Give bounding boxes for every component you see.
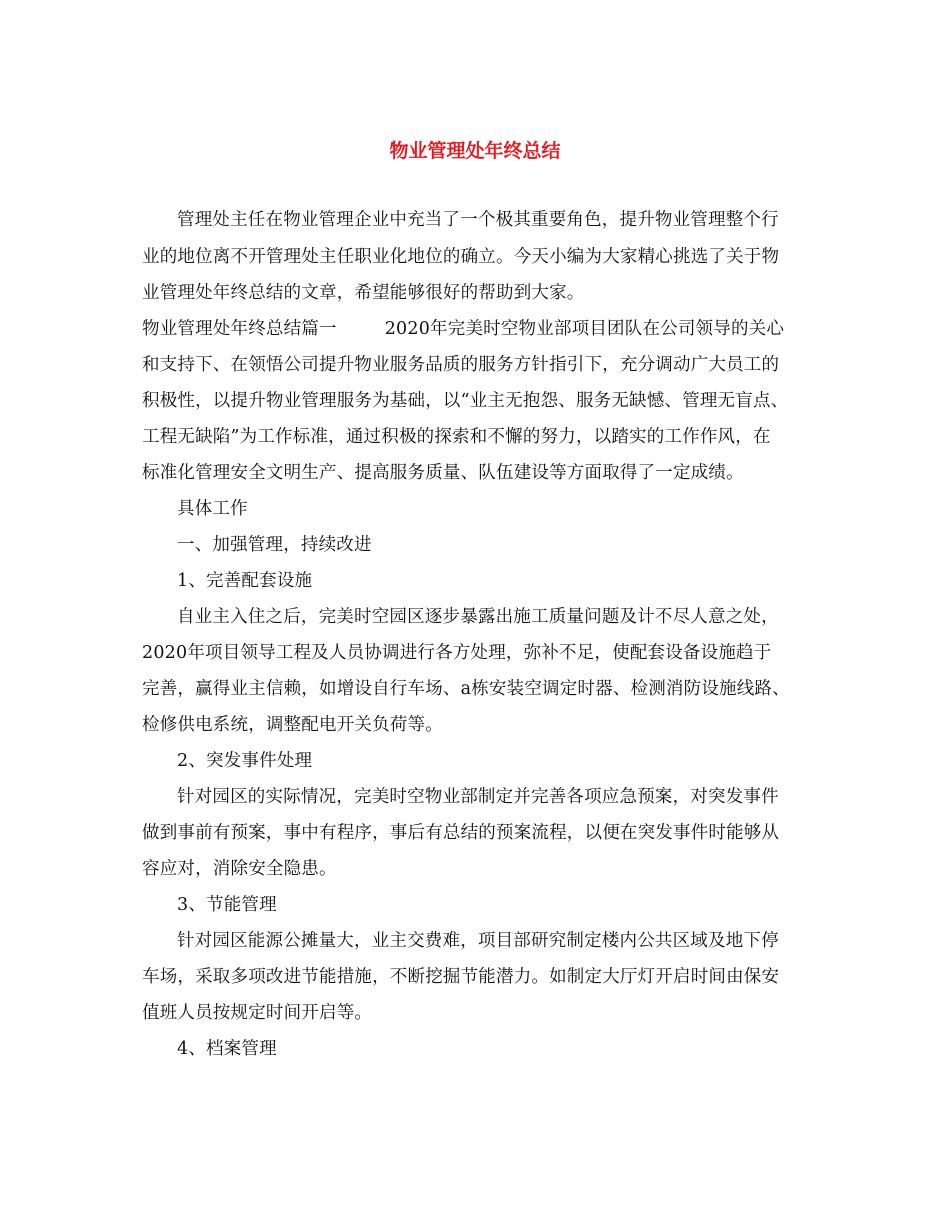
- paragraph-line: 自业主入住之后，完美时空园区逐步暴露出施工质量问题及计不尽人意之处，: [177, 607, 779, 627]
- paragraph-line: 工程无缺陷”为工作标准，通过积极的探索和不懈的努力，以踏实的工作作风，在: [142, 427, 771, 447]
- subheading: 3、节能管理: [177, 895, 277, 915]
- paragraph-line: 业的地位离不开管理处主任职业化地位的确立。今天小编为大家精心挑选了关于物: [142, 247, 780, 267]
- paragraph-line: 完善，赢得业主信赖，如增设自行车场、a栋安装空调定时器、检测消防设施线路、: [142, 679, 790, 699]
- subheading: 4、档案管理: [177, 1039, 277, 1059]
- subheading: 一、加强管理，持续改进: [177, 535, 372, 555]
- paragraph-line: 针对园区的实际情况，完美时空物业部制定并完善各项应急预案，对突发事件: [177, 787, 779, 807]
- subheading: 1、完善配套设施: [177, 571, 313, 591]
- section-heading-line: [142, 317, 784, 341]
- paragraph-text: 2020年完美时空物业部项目团队在公司领导的关心: [384, 319, 785, 339]
- paragraph-line: 业管理处年终总结的文章，希望能够很好的帮助到大家。: [142, 283, 585, 303]
- subheading: 2、突发事件处理: [177, 751, 313, 771]
- paragraph-line: 和支持下、在领悟公司提升物业服务品质的服务方针指引下，充分调动广大员工的: [142, 355, 780, 375]
- paragraph-line: 检修供电系统，调整配电开关负荷等。: [142, 715, 443, 735]
- document-title: 物业管理处年终总结: [389, 140, 561, 162]
- paragraph-line: 针对园区能源公摊量大，业主交费难，项目部研究制定楼内公共区域及地下停: [177, 931, 779, 951]
- paragraph-line: 值班人员按规定时间开启等。: [142, 1003, 373, 1023]
- paragraph-line: 做到事前有预案，事中有程序，事后有总结的预案流程，以便在突发事件时能够从: [142, 823, 780, 843]
- paragraph-line: 2020年项目领导工程及人员协调进行各方处理，弥补不足，使配套设备设施趋于: [142, 643, 772, 663]
- section-heading: 物业管理处年终总结篇一: [142, 319, 337, 339]
- paragraph-line: 积极性，以提升物业管理服务为基础，以“业主无抱怨、服务无缺憾、管理无盲点、: [142, 391, 789, 411]
- paragraph-line: 标准化管理安全文明生产、提高服务质量、队伍建设等方面取得了一定成绩。: [142, 463, 744, 483]
- subheading: 具体工作: [177, 499, 248, 519]
- paragraph-line: 容应对，消除安全隐患。: [142, 859, 337, 879]
- paragraph-line: 车场，采取多项改进节能措施，不断挖掘节能潜力。如制定大厅灯开启时间由保安: [142, 967, 780, 987]
- paragraph-line: 管理处主任在物业管理企业中充当了一个极其重要角色，提升物业管理整个行: [177, 210, 779, 230]
